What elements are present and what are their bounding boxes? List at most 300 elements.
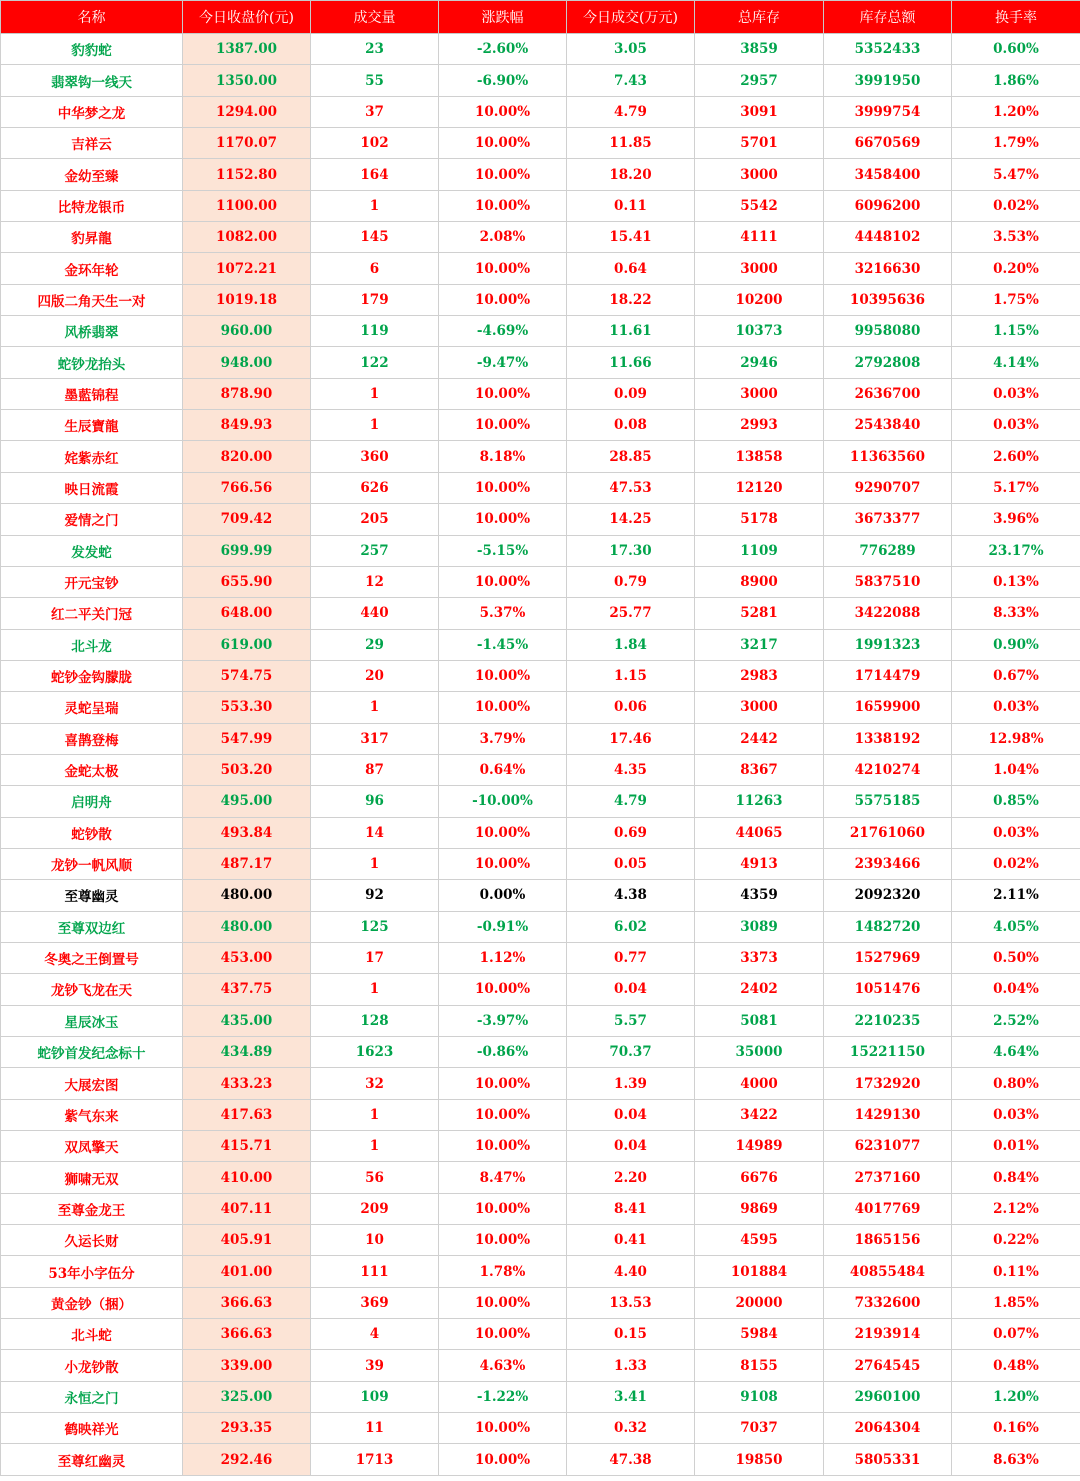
cell-change-pct: 1.12% [439, 942, 567, 973]
cell-change-pct: 10.00% [439, 848, 567, 879]
cell-volume: 32 [311, 1068, 439, 1099]
cell-name: 双凤擎天 [1, 1131, 183, 1162]
cell-stock-value: 7332600 [824, 1287, 952, 1318]
cell-name: 姹紫赤红 [1, 441, 183, 472]
cell-turnover: 0.08 [567, 410, 695, 441]
cell-volume: 14 [311, 817, 439, 848]
cell-name: 比特龙银币 [1, 190, 183, 221]
cell-stock-value: 2393466 [824, 848, 952, 879]
table-row [1, 284, 1080, 315]
cell-stock-value: 1338192 [824, 723, 952, 754]
cell-name: 四版二角天生一对 [1, 284, 183, 315]
cell-close-price: 487.17 [183, 848, 311, 879]
cell-volume: 145 [311, 222, 439, 253]
cell-turnover: 47.53 [567, 472, 695, 503]
cell-volume: 20 [311, 660, 439, 691]
cell-volume: 55 [311, 65, 439, 96]
cell-name: 至尊金龙王 [1, 1193, 183, 1224]
cell-name: 冬奥之王倒置号 [1, 942, 183, 973]
cell-close-price: 849.93 [183, 410, 311, 441]
cell-total-stock: 35000 [695, 1037, 824, 1068]
cell-close-price: 1072.21 [183, 253, 311, 284]
cell-stock-value: 10395636 [824, 284, 952, 315]
cell-volume: 128 [311, 1005, 439, 1036]
cell-stock-value: 2064304 [824, 1413, 952, 1444]
cell-volume: 109 [311, 1381, 439, 1412]
cell-volume: 39 [311, 1350, 439, 1381]
cell-turnover-rate: 0.03% [952, 1099, 1080, 1130]
cell-change-pct: 10.00% [439, 378, 567, 409]
cell-stock-value: 40855484 [824, 1256, 952, 1287]
cell-close-price: 433.23 [183, 1068, 311, 1099]
cell-close-price: 1152.80 [183, 159, 311, 190]
cell-turnover-rate: 4.14% [952, 347, 1080, 378]
cell-stock-value: 2193914 [824, 1319, 952, 1350]
cell-volume: 10 [311, 1225, 439, 1256]
table-row [1, 566, 1080, 597]
cell-change-pct: 0.64% [439, 754, 567, 785]
cell-turnover-rate: 0.04% [952, 974, 1080, 1005]
cell-turnover-rate: 0.03% [952, 692, 1080, 723]
cell-volume: 125 [311, 911, 439, 942]
cell-stock-value: 3999754 [824, 96, 952, 127]
cell-close-price: 339.00 [183, 1350, 311, 1381]
cell-turnover: 0.11 [567, 190, 695, 221]
cell-close-price: 1170.07 [183, 128, 311, 159]
header-close-price: 今日收盘价(元) [183, 1, 311, 34]
cell-close-price: 366.63 [183, 1287, 311, 1318]
cell-turnover-rate: 0.03% [952, 378, 1080, 409]
cell-turnover-rate: 0.67% [952, 660, 1080, 691]
cell-close-price: 480.00 [183, 911, 311, 942]
cell-change-pct: 1.78% [439, 1256, 567, 1287]
cell-total-stock: 10200 [695, 284, 824, 315]
cell-change-pct: 10.00% [439, 1287, 567, 1318]
cell-close-price: 960.00 [183, 316, 311, 347]
cell-volume: 440 [311, 598, 439, 629]
cell-stock-value: 2210235 [824, 1005, 952, 1036]
cell-turnover-rate: 2.60% [952, 441, 1080, 472]
cell-total-stock: 8367 [695, 754, 824, 785]
table-row [1, 1099, 1080, 1130]
cell-turnover-rate: 1.15% [952, 316, 1080, 347]
cell-turnover-rate: 4.05% [952, 911, 1080, 942]
table-row [1, 1350, 1080, 1381]
cell-total-stock: 4595 [695, 1225, 824, 1256]
cell-name: 豹昇龍 [1, 222, 183, 253]
cell-turnover-rate: 2.11% [952, 880, 1080, 911]
cell-total-stock: 2946 [695, 347, 824, 378]
cell-total-stock: 7037 [695, 1413, 824, 1444]
cell-close-price: 709.42 [183, 504, 311, 535]
cell-volume: 209 [311, 1193, 439, 1224]
cell-stock-value: 1527969 [824, 942, 952, 973]
cell-volume: 369 [311, 1287, 439, 1318]
cell-stock-value: 1659900 [824, 692, 952, 723]
cell-change-pct: 10.00% [439, 1319, 567, 1350]
cell-total-stock: 9108 [695, 1381, 824, 1412]
cell-total-stock: 3089 [695, 911, 824, 942]
cell-close-price: 648.00 [183, 598, 311, 629]
cell-change-pct: 0.00% [439, 880, 567, 911]
table-row [1, 65, 1080, 96]
cell-name: 蛇钞金钩朦胧 [1, 660, 183, 691]
cell-turnover-rate: 0.02% [952, 190, 1080, 221]
cell-change-pct: -5.15% [439, 535, 567, 566]
cell-total-stock: 13858 [695, 441, 824, 472]
cell-total-stock: 3000 [695, 378, 824, 409]
cell-change-pct: 10.00% [439, 190, 567, 221]
cell-name: 金环年轮 [1, 253, 183, 284]
cell-volume: 1 [311, 410, 439, 441]
table-row [1, 723, 1080, 754]
cell-change-pct: 10.00% [439, 96, 567, 127]
cell-volume: 4 [311, 1319, 439, 1350]
cell-close-price: 405.91 [183, 1225, 311, 1256]
cell-close-price: 1100.00 [183, 190, 311, 221]
table-row [1, 1005, 1080, 1036]
cell-stock-value: 1482720 [824, 911, 952, 942]
cell-turnover-rate: 5.47% [952, 159, 1080, 190]
cell-stock-value: 2543840 [824, 410, 952, 441]
cell-volume: 1 [311, 848, 439, 879]
cell-turnover-rate: 0.01% [952, 1131, 1080, 1162]
cell-volume: 29 [311, 629, 439, 660]
cell-volume: 56 [311, 1162, 439, 1193]
table-row [1, 441, 1080, 472]
cell-total-stock: 6676 [695, 1162, 824, 1193]
table-row [1, 347, 1080, 378]
cell-close-price: 401.00 [183, 1256, 311, 1287]
cell-turnover: 7.43 [567, 65, 695, 96]
cell-name: 北斗龙 [1, 629, 183, 660]
cell-stock-value: 2960100 [824, 1381, 952, 1412]
cell-close-price: 619.00 [183, 629, 311, 660]
cell-total-stock: 5281 [695, 598, 824, 629]
header-volume: 成交量 [311, 1, 439, 34]
table-row [1, 34, 1080, 65]
table-header [1, 1, 1080, 34]
cell-change-pct: 2.08% [439, 222, 567, 253]
cell-stock-value: 4017769 [824, 1193, 952, 1224]
cell-turnover: 4.38 [567, 880, 695, 911]
cell-turnover-rate: 8.33% [952, 598, 1080, 629]
cell-total-stock: 3217 [695, 629, 824, 660]
cell-turnover: 1.33 [567, 1350, 695, 1381]
cell-stock-value: 2764545 [824, 1350, 952, 1381]
cell-name: 鹤映祥光 [1, 1413, 183, 1444]
cell-total-stock: 2983 [695, 660, 824, 691]
cell-change-pct: 10.00% [439, 974, 567, 1005]
cell-total-stock: 8155 [695, 1350, 824, 1381]
cell-name: 53年小字伍分 [1, 1256, 183, 1287]
cell-turnover-rate: 1.85% [952, 1287, 1080, 1318]
cell-turnover: 0.04 [567, 1099, 695, 1130]
cell-turnover-rate: 0.07% [952, 1319, 1080, 1350]
cell-close-price: 1294.00 [183, 96, 311, 127]
cell-stock-value: 15221150 [824, 1037, 952, 1068]
cell-name: 狮啸无双 [1, 1162, 183, 1193]
table-row [1, 253, 1080, 284]
cell-stock-value: 5837510 [824, 566, 952, 597]
table-row [1, 754, 1080, 785]
cell-turnover: 18.20 [567, 159, 695, 190]
table-row [1, 1225, 1080, 1256]
cell-total-stock: 2442 [695, 723, 824, 754]
table-row [1, 159, 1080, 190]
cell-change-pct: -10.00% [439, 786, 567, 817]
cell-turnover-rate: 0.22% [952, 1225, 1080, 1256]
cell-change-pct: 10.00% [439, 504, 567, 535]
table-row [1, 1413, 1080, 1444]
cell-volume: 11 [311, 1413, 439, 1444]
cell-turnover: 70.37 [567, 1037, 695, 1068]
cell-change-pct: -6.90% [439, 65, 567, 96]
cell-total-stock: 3422 [695, 1099, 824, 1130]
cell-name: 红二平关门冠 [1, 598, 183, 629]
cell-change-pct: 10.00% [439, 472, 567, 503]
cell-volume: 111 [311, 1256, 439, 1287]
cell-total-stock: 10373 [695, 316, 824, 347]
table-row [1, 316, 1080, 347]
table-row [1, 911, 1080, 942]
header-row [1, 1, 1080, 34]
cell-close-price: 574.75 [183, 660, 311, 691]
cell-name: 蛇钞散 [1, 817, 183, 848]
cell-total-stock: 44065 [695, 817, 824, 848]
cell-change-pct: 10.00% [439, 253, 567, 284]
cell-change-pct: -0.86% [439, 1037, 567, 1068]
cell-volume: 1 [311, 692, 439, 723]
cell-total-stock: 4000 [695, 1068, 824, 1099]
table-row [1, 880, 1080, 911]
cell-stock-value: 5575185 [824, 786, 952, 817]
header-change-pct: 涨跌幅 [439, 1, 567, 34]
cell-close-price: 699.99 [183, 535, 311, 566]
table-row [1, 410, 1080, 441]
cell-change-pct: 3.79% [439, 723, 567, 754]
cell-turnover-rate: 0.02% [952, 848, 1080, 879]
cell-close-price: 366.63 [183, 1319, 311, 1350]
cell-total-stock: 2957 [695, 65, 824, 96]
cell-turnover-rate: 1.20% [952, 96, 1080, 127]
cell-turnover: 28.85 [567, 441, 695, 472]
cell-turnover-rate: 8.63% [952, 1444, 1080, 1475]
cell-volume: 205 [311, 504, 439, 535]
cell-change-pct: 10.00% [439, 1444, 567, 1475]
cell-name: 吉祥云 [1, 128, 183, 159]
cell-turnover-rate: 0.03% [952, 817, 1080, 848]
cell-volume: 96 [311, 786, 439, 817]
cell-change-pct: 8.47% [439, 1162, 567, 1193]
cell-turnover: 0.06 [567, 692, 695, 723]
cell-change-pct: 10.00% [439, 284, 567, 315]
cell-close-price: 437.75 [183, 974, 311, 1005]
cell-close-price: 820.00 [183, 441, 311, 472]
cell-stock-value: 1732920 [824, 1068, 952, 1099]
cell-total-stock: 3373 [695, 942, 824, 973]
cell-name: 金幼至臻 [1, 159, 183, 190]
table-row [1, 96, 1080, 127]
cell-close-price: 293.35 [183, 1413, 311, 1444]
cell-name: 星辰冰玉 [1, 1005, 183, 1036]
cell-turnover: 1.15 [567, 660, 695, 691]
table-row [1, 817, 1080, 848]
table-row [1, 378, 1080, 409]
cell-turnover-rate: 0.20% [952, 253, 1080, 284]
cell-close-price: 503.20 [183, 754, 311, 785]
cell-stock-value: 2792808 [824, 347, 952, 378]
cell-change-pct: 10.00% [439, 692, 567, 723]
cell-total-stock: 12120 [695, 472, 824, 503]
cell-close-price: 453.00 [183, 942, 311, 973]
cell-change-pct: -4.69% [439, 316, 567, 347]
cell-close-price: 1082.00 [183, 222, 311, 253]
cell-total-stock: 101884 [695, 1256, 824, 1287]
cell-volume: 102 [311, 128, 439, 159]
cell-turnover-rate: 0.90% [952, 629, 1080, 660]
cell-close-price: 410.00 [183, 1162, 311, 1193]
cell-name: 至尊红幽灵 [1, 1444, 183, 1475]
cell-total-stock: 4359 [695, 880, 824, 911]
table-row [1, 786, 1080, 817]
cell-turnover: 0.41 [567, 1225, 695, 1256]
cell-name: 映日流霞 [1, 472, 183, 503]
cell-turnover-rate: 2.12% [952, 1193, 1080, 1224]
cell-turnover: 0.05 [567, 848, 695, 879]
header-total-stock: 总库存 [695, 1, 824, 34]
table-row [1, 190, 1080, 221]
cell-name: 龙钞飞龙在天 [1, 974, 183, 1005]
table-row [1, 1193, 1080, 1224]
cell-name: 金蛇太极 [1, 754, 183, 785]
cell-change-pct: 10.00% [439, 1413, 567, 1444]
cell-turnover: 0.64 [567, 253, 695, 284]
cell-close-price: 493.84 [183, 817, 311, 848]
cell-close-price: 417.63 [183, 1099, 311, 1130]
cell-name: 开元宝钞 [1, 566, 183, 597]
cell-close-price: 878.90 [183, 378, 311, 409]
cell-change-pct: 10.00% [439, 1131, 567, 1162]
cell-turnover: 1.39 [567, 1068, 695, 1099]
cell-volume: 1713 [311, 1444, 439, 1475]
cell-turnover-rate: 0.03% [952, 410, 1080, 441]
cell-name: 蛇钞龙抬头 [1, 347, 183, 378]
cell-change-pct: 10.00% [439, 128, 567, 159]
cell-name: 北斗蛇 [1, 1319, 183, 1350]
cell-turnover: 11.61 [567, 316, 695, 347]
cell-turnover-rate: 0.85% [952, 786, 1080, 817]
cell-stock-value: 3216630 [824, 253, 952, 284]
cell-close-price: 292.46 [183, 1444, 311, 1475]
cell-turnover: 0.04 [567, 974, 695, 1005]
cell-total-stock: 9869 [695, 1193, 824, 1224]
cell-turnover-rate: 0.11% [952, 1256, 1080, 1287]
table-row [1, 1319, 1080, 1350]
cell-name: 永恒之门 [1, 1381, 183, 1412]
cell-total-stock: 8900 [695, 566, 824, 597]
cell-total-stock: 4111 [695, 222, 824, 253]
cell-name: 至尊双边红 [1, 911, 183, 942]
cell-stock-value: 9958080 [824, 316, 952, 347]
cell-stock-value: 2636700 [824, 378, 952, 409]
cell-change-pct: -1.45% [439, 629, 567, 660]
cell-turnover-rate: 23.17% [952, 535, 1080, 566]
cell-change-pct: 10.00% [439, 1225, 567, 1256]
cell-name: 小龙钞散 [1, 1350, 183, 1381]
cell-stock-value: 776289 [824, 535, 952, 566]
cell-close-price: 1019.18 [183, 284, 311, 315]
header-stock-value: 库存总额 [824, 1, 952, 34]
table-row [1, 1131, 1080, 1162]
cell-turnover-rate: 5.17% [952, 472, 1080, 503]
cell-turnover: 8.41 [567, 1193, 695, 1224]
cell-turnover: 25.77 [567, 598, 695, 629]
cell-close-price: 547.99 [183, 723, 311, 754]
cell-name: 喜鹊登梅 [1, 723, 183, 754]
table-row [1, 1444, 1080, 1475]
cell-name: 久运长财 [1, 1225, 183, 1256]
cell-turnover: 14.25 [567, 504, 695, 535]
cell-turnover: 11.66 [567, 347, 695, 378]
cell-stock-value: 3422088 [824, 598, 952, 629]
cell-stock-value: 2092320 [824, 880, 952, 911]
cell-change-pct: -0.91% [439, 911, 567, 942]
cell-volume: 37 [311, 96, 439, 127]
cell-turnover-rate: 1.04% [952, 754, 1080, 785]
cell-turnover-rate: 1.75% [952, 284, 1080, 315]
cell-stock-value: 3991950 [824, 65, 952, 96]
table-row [1, 660, 1080, 691]
cell-turnover-rate: 3.96% [952, 504, 1080, 535]
cell-volume: 17 [311, 942, 439, 973]
cell-turnover: 0.15 [567, 1319, 695, 1350]
cell-turnover-rate: 1.79% [952, 128, 1080, 159]
cell-name: 生辰寶龍 [1, 410, 183, 441]
cell-stock-value: 1051476 [824, 974, 952, 1005]
cell-volume: 257 [311, 535, 439, 566]
cell-volume: 1 [311, 974, 439, 1005]
cell-close-price: 407.11 [183, 1193, 311, 1224]
cell-total-stock: 3091 [695, 96, 824, 127]
cell-name: 风桥翡翠 [1, 316, 183, 347]
cell-stock-value: 6670569 [824, 128, 952, 159]
table-row [1, 1381, 1080, 1412]
cell-close-price: 948.00 [183, 347, 311, 378]
cell-change-pct: 5.37% [439, 598, 567, 629]
cell-turnover-rate: 0.16% [952, 1413, 1080, 1444]
cell-stock-value: 9290707 [824, 472, 952, 503]
table-row [1, 1256, 1080, 1287]
cell-stock-value: 4448102 [824, 222, 952, 253]
cell-close-price: 766.56 [183, 472, 311, 503]
cell-close-price: 435.00 [183, 1005, 311, 1036]
cell-turnover-rate: 0.48% [952, 1350, 1080, 1381]
cell-name: 灵蛇呈瑞 [1, 692, 183, 723]
cell-close-price: 415.71 [183, 1131, 311, 1162]
cell-turnover: 18.22 [567, 284, 695, 315]
table-row [1, 942, 1080, 973]
cell-turnover: 0.69 [567, 817, 695, 848]
header-turnover: 今日成交(万元) [567, 1, 695, 34]
cell-volume: 92 [311, 880, 439, 911]
cell-volume: 122 [311, 347, 439, 378]
cell-total-stock: 5701 [695, 128, 824, 159]
cell-volume: 6 [311, 253, 439, 284]
cell-turnover-rate: 3.53% [952, 222, 1080, 253]
cell-turnover: 17.30 [567, 535, 695, 566]
table-row [1, 222, 1080, 253]
